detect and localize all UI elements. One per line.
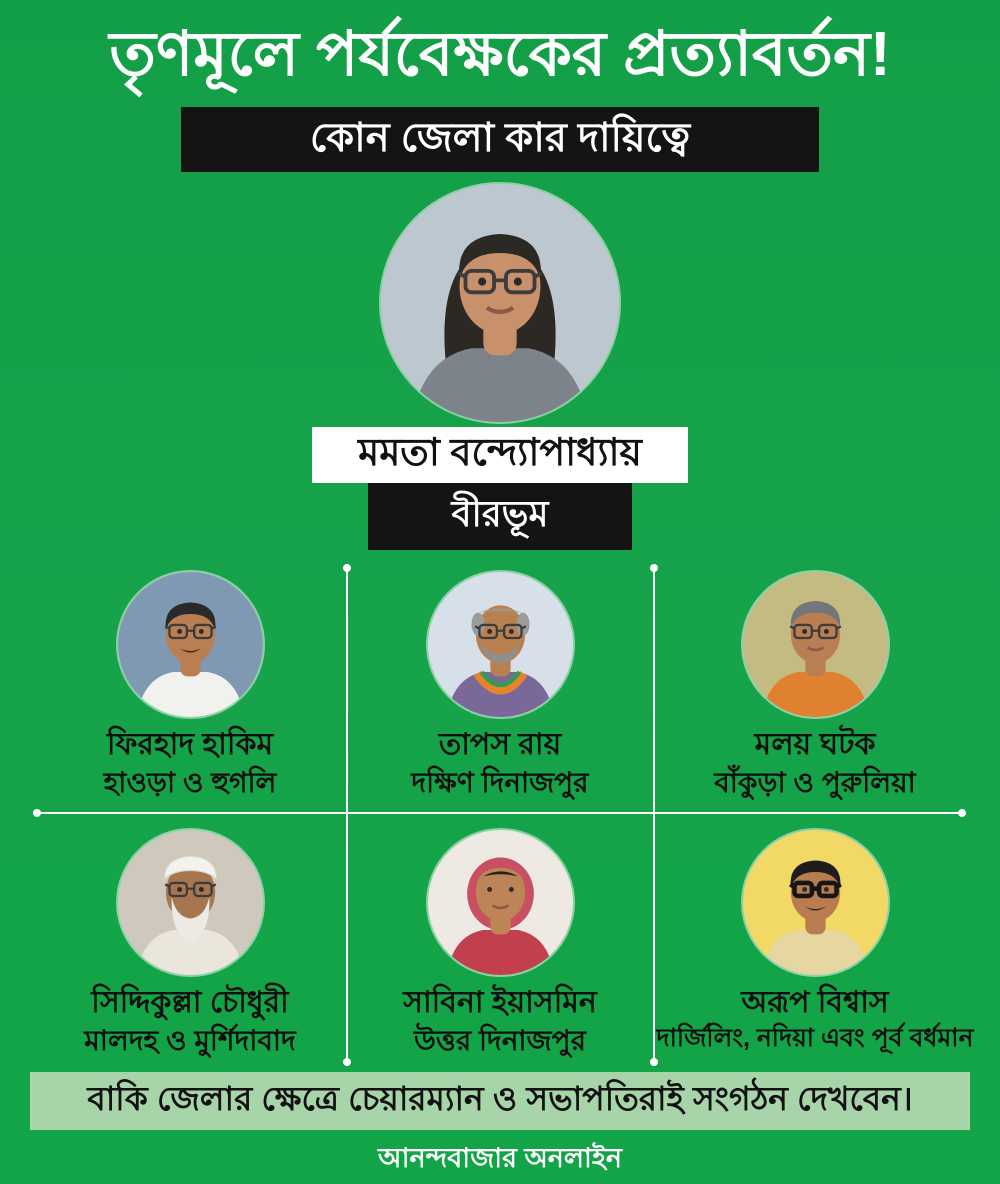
subtitle-bar (181, 107, 819, 172)
person-card (650, 572, 980, 800)
person-name: ফিরহাদ হাকিম (106, 728, 274, 761)
divider-horizontal (37, 812, 962, 814)
person-photo-avatar (743, 572, 888, 717)
person-card (335, 572, 665, 800)
person-district: হাওড়া ও হুগলি (103, 767, 277, 798)
person-district: দক্ষিণ দিনাজপুর (411, 767, 589, 798)
footer-note-bar (30, 1072, 970, 1130)
leader-name: মমতা বন্দ্যোপাধ্যায় (358, 432, 642, 474)
person-name: অরূপ বিশ্বাস (741, 986, 889, 1019)
person-card (335, 830, 665, 1058)
publisher-credit: আনন্দবাজার অনলাইন (377, 1143, 623, 1173)
footer-note-text: বাকি জেলার ক্ষেত্রে চেয়ারম্যান ও সভাপতিরাই সংগঠন দেখবেন। (87, 1080, 913, 1117)
person-district: মালদহ ও মুর্শিদাবাদ (84, 1025, 296, 1056)
leader-photo-avatar (381, 184, 619, 422)
person-photo-avatar (428, 830, 573, 975)
person-photo-avatar (118, 830, 263, 975)
page-title: তৃণমূলে পর্যবেক্ষকের প্রত্যাবর্তন! (109, 20, 891, 89)
person-photo-avatar (743, 830, 888, 975)
subtitle-text: কোন জেলা কার দায়িত্বে (309, 116, 691, 160)
person-name: সিদ্দিকুল্লা চৌধুরী (91, 986, 289, 1019)
person-card (25, 830, 355, 1058)
person-name: সাবিনা ইয়াসমিন (403, 986, 597, 1019)
person-card (650, 830, 980, 1054)
person-name: তাপস রায় (438, 728, 562, 761)
leader-district-box (368, 483, 632, 550)
person-name: মলয় ঘটক (754, 728, 876, 761)
leader-district: বীরভূম (451, 492, 549, 534)
person-district: উত্তর দিনাজপুর (413, 1025, 587, 1056)
person-card (25, 572, 355, 800)
person-photo-avatar (428, 572, 573, 717)
person-photo-avatar (118, 572, 263, 717)
person-district: দার্জিলিং, নদিয়া এবং পূর্ব বর্ধমান (656, 1024, 974, 1052)
person-district: বাঁকুড়া ও পুরুলিয়া (714, 767, 916, 798)
leader-name-box (312, 427, 688, 483)
